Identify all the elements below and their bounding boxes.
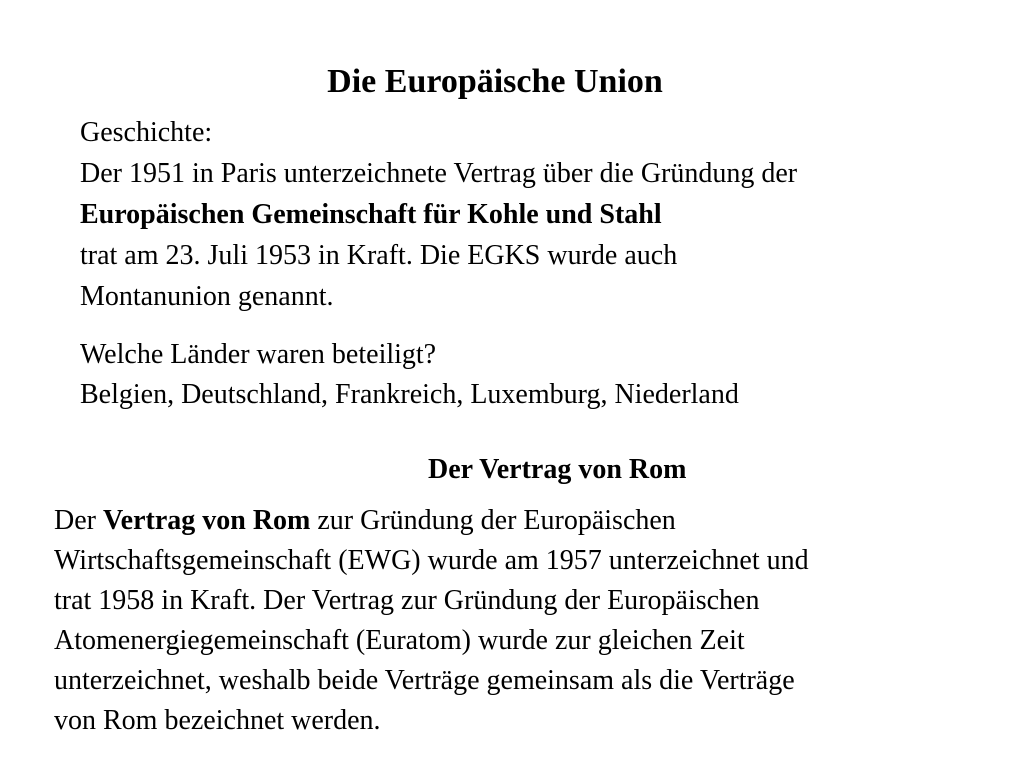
rome-text-line-5: unterzeichnet, weshalb beide Verträge gemeinsam als die Verträge bbox=[54, 665, 795, 696]
rome-treaty-bold: Vertrag von Rom bbox=[102, 505, 311, 536]
rome-text-line-2: Wirtschaftsgemeinschaft (EWG) wurde am 1957 unterzeichnet und bbox=[54, 545, 809, 576]
rome-line-1-prefix: Der bbox=[54, 505, 103, 536]
history-text-line-4: Montanunion genannt. bbox=[80, 281, 334, 312]
rome-text-line-4: Atomenergiegemeinschaft (Euratom) wurde zur gleichen Zeit bbox=[54, 625, 745, 656]
countries-section bbox=[80, 335, 980, 415]
history-text-line-3: trat am 23. Juli 1953 in Kraft. Die EGKS wurde auch bbox=[80, 240, 678, 271]
rome-text-line-6: von Rom bezeichnet werden. bbox=[54, 705, 381, 736]
rome-treaty-section bbox=[54, 501, 994, 741]
history-ecsc-name: Europäischen Gemeinschaft für Kohle und Stahl bbox=[80, 199, 662, 230]
rome-treaty-heading: Der Vertrag von Rom bbox=[428, 454, 687, 485]
history-section bbox=[80, 112, 980, 317]
history-text-line-1: Der 1951 in Paris unterzeichnete Vertrag über die Gründung der bbox=[80, 158, 798, 189]
countries-question: Welche Länder waren beteiligt? bbox=[80, 339, 437, 370]
countries-answer: Belgien, Deutschland, Frankreich, Luxemburg, Niederland bbox=[80, 379, 739, 410]
rome-text-line-3: trat 1958 in Kraft. Der Vertrag zur Gründung der Europäischen bbox=[54, 585, 760, 616]
history-heading: Geschichte: bbox=[80, 117, 213, 148]
rome-line-1-suffix: zur Gründung der Europäischen bbox=[310, 505, 676, 536]
rome-text-line-1 bbox=[54, 501, 994, 541]
page-title: Die Europäische Union bbox=[327, 63, 663, 100]
